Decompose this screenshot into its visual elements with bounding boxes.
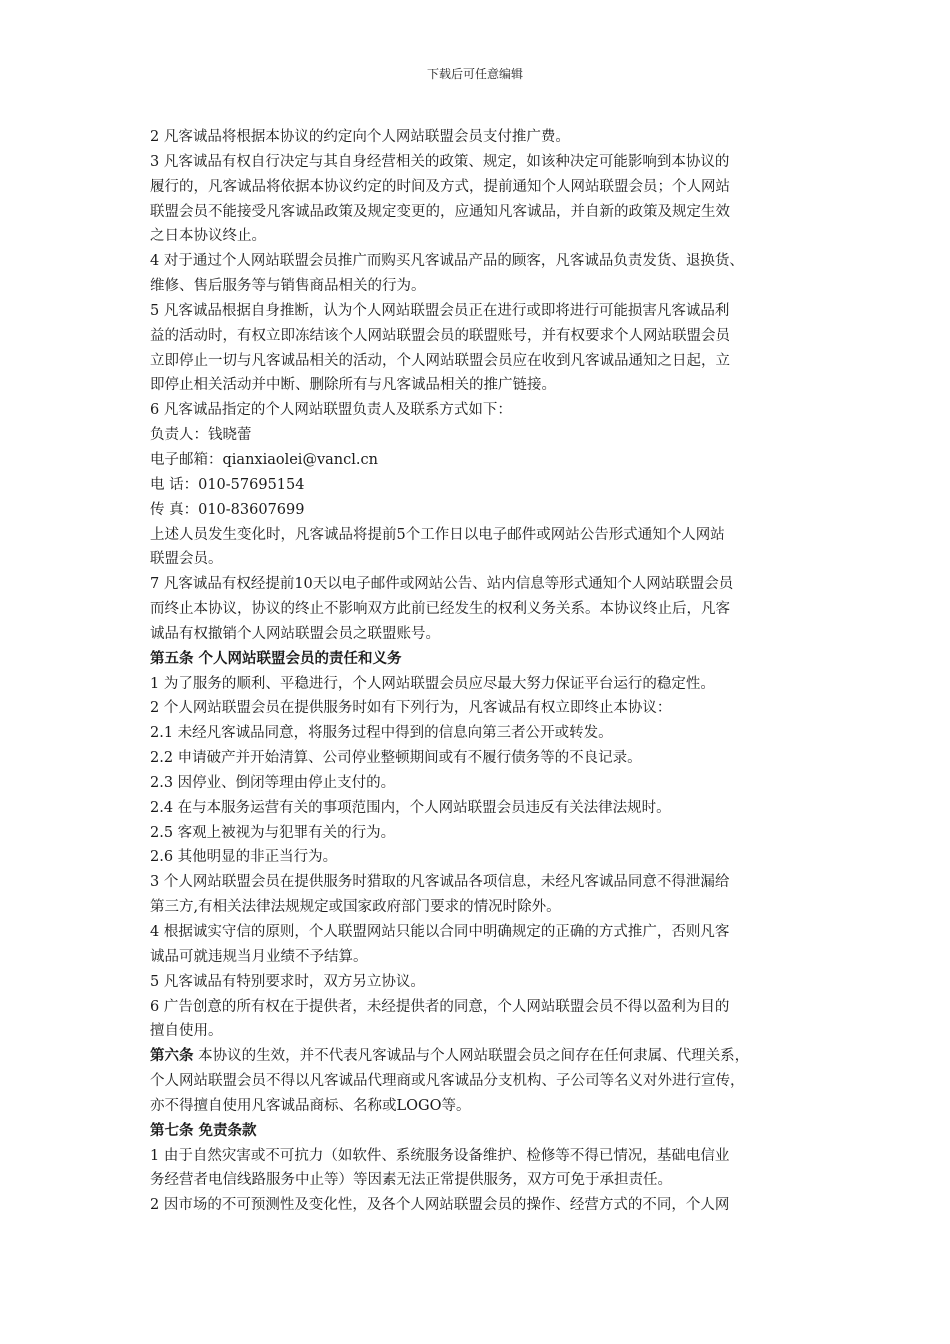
text-line: 诚品有权撤销个人网站联盟会员之联盟账号。	[150, 625, 440, 642]
contact-person: 负责人：钱晓蕾	[150, 427, 252, 444]
text-line: 2.3 因停业、倒闭等理由停止支付的。	[150, 774, 396, 791]
text-line: 2 个人网站联盟会员在提供服务时如有下列行为，凡客诚品有权立即终止本协议：	[150, 700, 672, 717]
section-heading: 第七条 免责条款	[150, 1121, 257, 1139]
text-line: 联盟会员不能接受凡客诚品政策及规定变更的，应通知凡客诚品，并自新的政策及规定生效	[150, 203, 730, 220]
text-line: 之日本协议终止。	[150, 228, 266, 245]
section-heading: 第六条	[150, 1047, 194, 1065]
contact-fax: 传 真：010-83607699	[150, 501, 305, 518]
text-line: 4 对于通过个人网站联盟会员推广而购买凡客诚品产品的顾客，凡客诚品负责发货、退换货、	[150, 253, 744, 270]
text-line: 4 根据诚实守信的原则，个人联盟网站只能以合同中明确规定的正确的方式推广，否则凡客	[150, 924, 730, 940]
text-line: 立即停止一切与凡客诚品相关的活动，个人网站联盟会员应在收到凡客诚品通知之日起，立	[150, 352, 730, 369]
section-text: 本协议的生效，并不代表凡客诚品与个人网站联盟会员之间存在任何隶属、代理关系，	[193, 1048, 750, 1065]
text-line: 3 个人网站联盟会员在提供服务时猎取的凡客诚品各项信息，未经凡客诚品同意不得泄漏给	[150, 874, 730, 891]
contact-email: 电子邮箱：qianxiaolei@vancl.cn	[150, 451, 378, 468]
text-line: 1 为了服务的顺利、平稳进行，个人网站联盟会员应尽最大努力保证平台运行的稳定性。	[150, 675, 715, 692]
section-line	[150, 1044, 805, 1069]
text-line: 2 因市场的不可预测性及变化性，及各个人网站联盟会员的操作、经营方式的不同，个人网	[150, 1197, 730, 1214]
text-line: 2.1 未经凡客诚品同意，将服务过程中得到的信息向第三者公开或转发。	[150, 725, 613, 742]
text-line: 2 凡客诚品将根据本协议的约定向个人网站联盟会员支付推广费。	[150, 129, 570, 145]
page-header: 下载后可任意编辑	[426, 67, 523, 81]
text-line: 亦不得擅自使用凡客诚品商标、名称或LOGO等。	[150, 1097, 471, 1114]
text-line: 维修、售后服务等与销售商品相关的行为。	[150, 278, 426, 295]
text-line: 6 广告创意的所有权在于提供者，未经提供者的同意，个人网站联盟会员不得以盈利为目的	[150, 998, 730, 1015]
text-line: 而终止本协议，协议的终止不影响双方此前已经发生的权利义务关系。本协议终止后，凡客	[150, 601, 730, 618]
document-body	[150, 125, 805, 1218]
text-line: 擅自使用。	[150, 1023, 223, 1040]
text-line: 益的活动时，有权立即冻结该个人网站联盟会员的联盟账号，并有权要求个人网站联盟会员	[150, 327, 730, 344]
text-line: 即停止相关活动并中断、删除所有与凡客诚品相关的推广链接。	[150, 377, 556, 394]
text-line: 2.4 在与本服务运营有关的事项范围内，个人网站联盟会员违反有关法律法规时。	[150, 799, 671, 816]
text-line: 个人网站联盟会员不得以凡客诚品代理商或凡客诚品分支机构、子公司等名义对外进行宣传，	[150, 1073, 745, 1090]
text-line: 2.6 其他明显的非正当行为。	[150, 849, 338, 866]
text-line: 5 凡客诚品有特别要求时，双方另立协议。	[150, 973, 425, 990]
text-line: 7 凡客诚品有权经提前10天以电子邮件或网站公告、站内信息等形式通知个人网站联盟会员	[150, 576, 734, 593]
text-line: 务经营者电信线路服务中止等）等因素无法正常提供服务，双方可免于承担责任。	[150, 1172, 672, 1189]
section-heading: 第五条 个人网站联盟会员的责任和义务	[150, 649, 402, 667]
text-line: 上述人员发生变化时，凡客诚品将提前5个工作日以电子邮件或网站公告形式通知个人网站	[150, 526, 725, 543]
text-line: 6 凡客诚品指定的个人网站联盟负责人及联系方式如下：	[150, 402, 512, 419]
text-line: 1 由于自然灾害或不可抗力（如软件、系统服务设备维护、检修等不得已情况，基础电信业	[150, 1147, 730, 1164]
text-line: 2.5 客观上被视为与犯罪有关的行为。	[150, 824, 396, 841]
text-line: 联盟会员。	[150, 551, 223, 568]
text-line: 5 凡客诚品根据自身推断，认为个人网站联盟会员正在进行或即将进行可能损害凡客诚品利	[150, 302, 730, 319]
text-line: 诚品可就违规当月业绩不予结算。	[150, 948, 368, 965]
text-line: 3 凡客诚品有权自行决定与其自身经营相关的政策、规定，如该种决定可能影响到本协议的	[150, 153, 730, 170]
text-line: 履行的，凡客诚品将依据本协议约定的时间及方式，提前通知个人网站联盟会员；个人网站	[150, 178, 730, 195]
contact-phone: 电 话：010-57695154	[150, 476, 305, 493]
text-line: 2.2 申请破产并开始清算、公司停业整顿期间或有不履行债务等的不良记录。	[150, 750, 642, 767]
text-line: 第三方,有相关法律法规规定或国家政府部门要求的情况时除外。	[150, 899, 561, 916]
